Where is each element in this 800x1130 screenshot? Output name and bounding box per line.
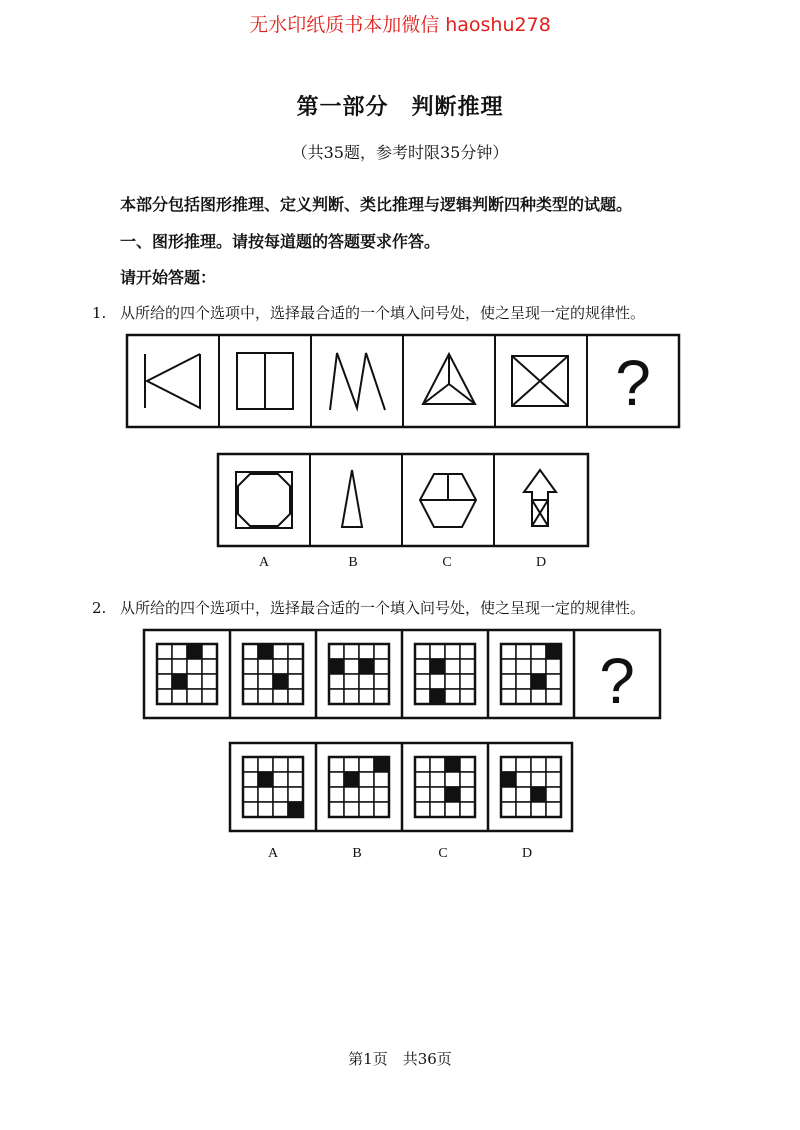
white-cell — [243, 689, 258, 704]
white-cell — [501, 674, 516, 689]
white-cell — [202, 689, 217, 704]
white-cell — [288, 787, 303, 802]
white-cell — [516, 757, 531, 772]
white-cell — [460, 757, 475, 772]
white-cell — [501, 689, 516, 704]
white-cell — [258, 802, 273, 817]
black-cell — [273, 674, 288, 689]
white-cell — [374, 659, 389, 674]
white-cell — [460, 787, 475, 802]
white-cell — [329, 689, 344, 704]
q2-option-b-label[interactable]: B — [352, 846, 362, 861]
white-cell — [415, 674, 430, 689]
white-cell — [430, 674, 445, 689]
black-cell — [374, 757, 389, 772]
white-cell — [531, 659, 546, 674]
white-cell — [415, 802, 430, 817]
white-cell — [430, 787, 445, 802]
white-cell — [329, 772, 344, 787]
white-cell — [202, 674, 217, 689]
white-cell — [415, 772, 430, 787]
white-cell — [531, 802, 546, 817]
q2-option-d-grid — [501, 757, 561, 817]
page-subtitle: （共35题，参考时限35分钟） — [291, 143, 509, 162]
black-cell — [546, 644, 561, 659]
black-cell — [288, 802, 303, 817]
black-cell — [359, 659, 374, 674]
white-cell — [359, 644, 374, 659]
white-cell — [516, 674, 531, 689]
black-cell — [344, 772, 359, 787]
white-cell — [243, 757, 258, 772]
white-cell — [445, 802, 460, 817]
white-cell — [531, 772, 546, 787]
white-cell — [243, 787, 258, 802]
white-cell — [243, 644, 258, 659]
white-cell — [157, 674, 172, 689]
white-cell — [258, 787, 273, 802]
q2-option-c-grid — [415, 757, 475, 817]
white-cell — [430, 644, 445, 659]
white-cell — [460, 659, 475, 674]
white-cell — [516, 644, 531, 659]
question-1-number: 1. — [92, 304, 107, 322]
white-cell — [344, 757, 359, 772]
white-cell — [273, 644, 288, 659]
white-cell — [430, 772, 445, 787]
white-cell — [501, 644, 516, 659]
q2-sequence-grid-4 — [415, 644, 475, 704]
black-cell — [501, 772, 516, 787]
white-cell — [546, 757, 561, 772]
white-cell — [202, 659, 217, 674]
white-cell — [445, 772, 460, 787]
white-cell — [546, 659, 561, 674]
white-cell — [445, 689, 460, 704]
white-cell — [374, 772, 389, 787]
white-cell — [288, 772, 303, 787]
white-cell — [172, 659, 187, 674]
white-cell — [157, 659, 172, 674]
white-cell — [359, 787, 374, 802]
q1-option-d-label[interactable]: D — [535, 555, 547, 570]
white-cell — [501, 787, 516, 802]
white-cell — [288, 674, 303, 689]
white-cell — [415, 787, 430, 802]
black-cell — [430, 659, 445, 674]
white-cell — [546, 787, 561, 802]
q1-option-c-label[interactable]: C — [442, 555, 452, 570]
white-cell — [445, 674, 460, 689]
white-cell — [516, 772, 531, 787]
q2-sequence-grid-5 — [501, 644, 561, 704]
white-cell — [460, 644, 475, 659]
white-cell — [516, 787, 531, 802]
white-cell — [516, 659, 531, 674]
white-cell — [516, 802, 531, 817]
black-cell — [445, 757, 460, 772]
white-cell — [329, 802, 344, 817]
question-2-text: 从所给的四个选项中，选择最合适的一个填入问号处，使之呈现一定的规律性。 — [120, 599, 646, 617]
q1-option-a-label[interactable]: A — [258, 555, 270, 570]
black-cell — [258, 772, 273, 787]
white-cell — [273, 659, 288, 674]
black-cell — [445, 787, 460, 802]
white-cell — [344, 802, 359, 817]
white-cell — [546, 674, 561, 689]
white-cell — [288, 659, 303, 674]
white-cell — [344, 787, 359, 802]
page-title: 第一部分 判断推理 — [296, 95, 504, 120]
question-1-text: 从所给的四个选项中，选择最合适的一个填入问号处，使之呈现一定的规律性。 — [120, 304, 646, 322]
white-cell — [187, 659, 202, 674]
white-cell — [258, 757, 273, 772]
black-cell — [329, 659, 344, 674]
white-cell — [258, 689, 273, 704]
white-cell — [273, 787, 288, 802]
white-cell — [359, 802, 374, 817]
q2-question-mark: ? — [599, 645, 635, 717]
black-cell — [531, 787, 546, 802]
white-cell — [288, 689, 303, 704]
white-cell — [374, 689, 389, 704]
q2-sequence-grid-2 — [243, 644, 303, 704]
white-cell — [460, 772, 475, 787]
q2-option-c-label[interactable]: C — [438, 846, 448, 861]
white-cell — [187, 674, 202, 689]
intro-text: 本部分包括图形推理、定义判断、类比推理与逻辑判断四种类型的试题。 — [120, 195, 633, 214]
q2-sequence-grid-3 — [329, 644, 389, 704]
black-cell — [258, 644, 273, 659]
black-cell — [430, 689, 445, 704]
white-cell — [546, 772, 561, 787]
white-cell — [374, 802, 389, 817]
white-cell — [329, 787, 344, 802]
white-cell — [187, 689, 202, 704]
white-cell — [359, 689, 374, 704]
q2-option-a-label[interactable]: A — [267, 846, 279, 861]
white-cell — [202, 644, 217, 659]
start-prompt: 请开始答题： — [120, 268, 217, 287]
white-cell — [273, 757, 288, 772]
white-cell — [329, 644, 344, 659]
white-cell — [243, 674, 258, 689]
white-cell — [344, 674, 359, 689]
white-cell — [344, 689, 359, 704]
white-cell — [344, 659, 359, 674]
white-cell — [546, 802, 561, 817]
q2-option-b-grid — [329, 757, 389, 817]
black-cell — [172, 674, 187, 689]
page-footer: 第1页 共36页 — [348, 1050, 452, 1068]
white-cell — [273, 689, 288, 704]
white-cell — [415, 659, 430, 674]
q2-option-d-label[interactable]: D — [521, 846, 533, 861]
white-cell — [415, 644, 430, 659]
white-cell — [258, 659, 273, 674]
white-cell — [374, 644, 389, 659]
white-cell — [460, 674, 475, 689]
white-cell — [288, 644, 303, 659]
white-cell — [445, 659, 460, 674]
white-cell — [288, 757, 303, 772]
section-heading: 一、图形推理。请按每道题的答题要求作答。 — [120, 232, 441, 251]
white-cell — [243, 659, 258, 674]
white-cell — [415, 689, 430, 704]
white-cell — [359, 772, 374, 787]
white-cell — [258, 674, 273, 689]
white-cell — [501, 802, 516, 817]
white-cell — [157, 644, 172, 659]
q2-sequence-grids — [157, 644, 561, 704]
white-cell — [546, 689, 561, 704]
white-cell — [501, 659, 516, 674]
white-cell — [531, 689, 546, 704]
q1-question-mark: ? — [615, 347, 651, 419]
white-cell — [329, 757, 344, 772]
white-cell — [172, 644, 187, 659]
white-cell — [430, 802, 445, 817]
white-cell — [243, 802, 258, 817]
white-cell — [359, 757, 374, 772]
white-cell — [157, 689, 172, 704]
white-cell — [243, 772, 258, 787]
white-cell — [273, 802, 288, 817]
black-cell — [531, 674, 546, 689]
white-cell — [273, 772, 288, 787]
white-cell — [516, 689, 531, 704]
q1-option-b-label[interactable]: B — [348, 555, 358, 570]
white-cell — [531, 757, 546, 772]
white-cell — [460, 802, 475, 817]
watermark-text: 无水印纸质书本加微信 haoshu278 — [249, 14, 551, 36]
q2-sequence-grid-1 — [157, 644, 217, 704]
black-cell — [187, 644, 202, 659]
white-cell — [460, 689, 475, 704]
white-cell — [445, 644, 460, 659]
white-cell — [374, 674, 389, 689]
white-cell — [531, 644, 546, 659]
white-cell — [501, 757, 516, 772]
white-cell — [430, 757, 445, 772]
white-cell — [374, 787, 389, 802]
white-cell — [329, 674, 344, 689]
white-cell — [344, 644, 359, 659]
white-cell — [172, 689, 187, 704]
white-cell — [359, 674, 374, 689]
white-cell — [415, 757, 430, 772]
q2-option-a-grid — [243, 757, 303, 817]
question-2-number: 2. — [92, 599, 107, 617]
